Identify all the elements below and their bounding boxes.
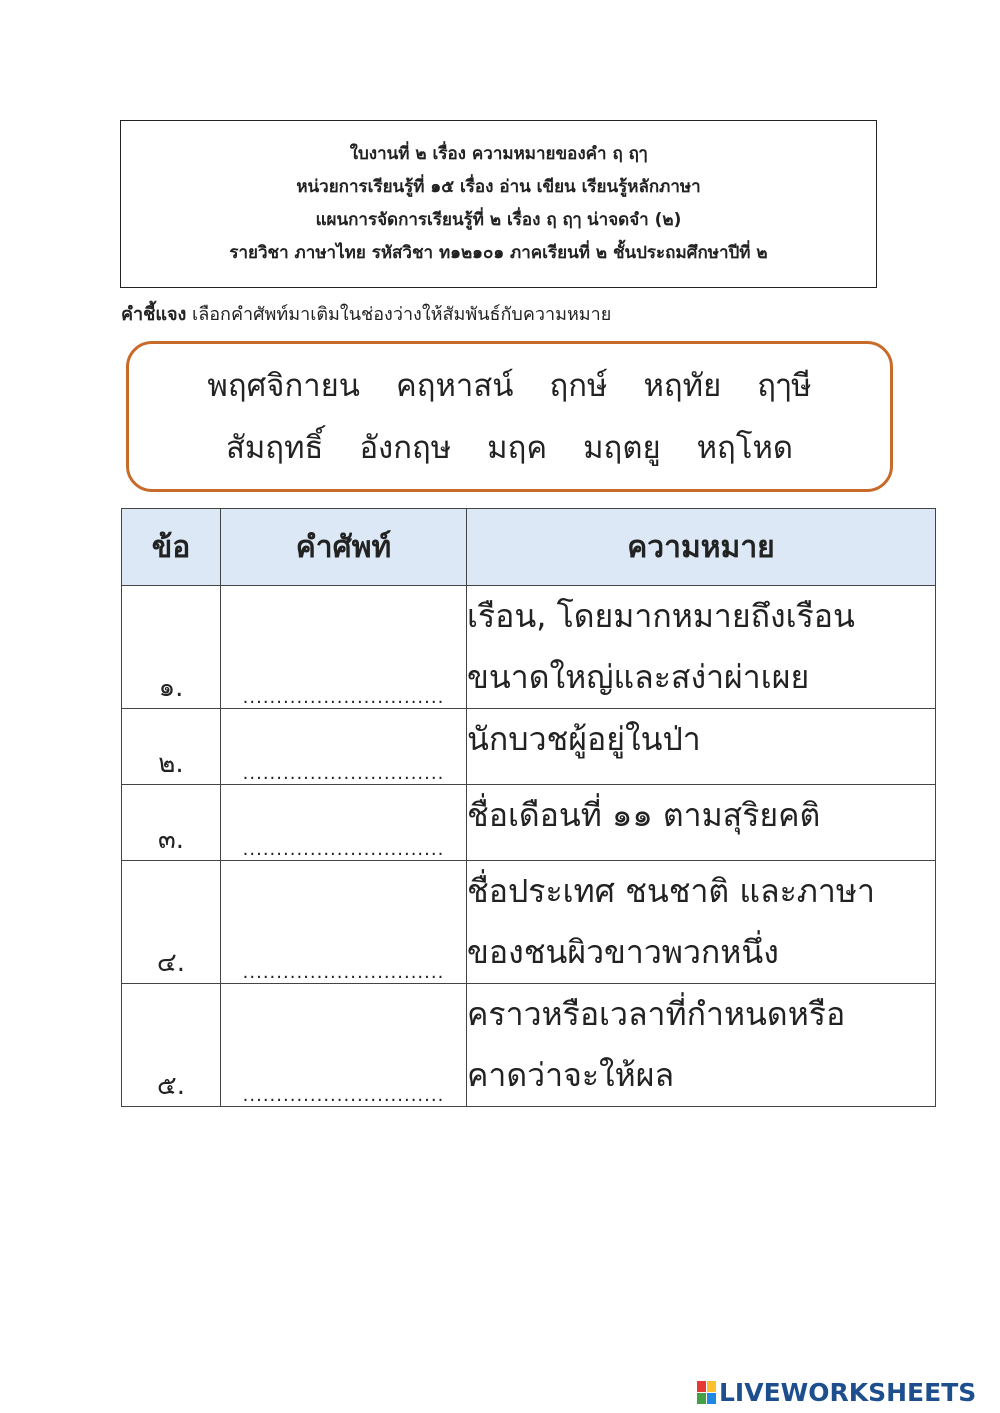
row-number: ๓. (122, 785, 221, 861)
word-bank-word: สัมฤทธิ์ (225, 429, 324, 466)
row-number: ๒. (122, 709, 221, 785)
meaning-line: คาดว่าจะให้ผล (467, 1056, 675, 1094)
row-meaning (467, 586, 936, 709)
word-bank-word: คฤหาสน์ (395, 367, 514, 404)
logo-square (697, 1381, 706, 1392)
instruction (121, 299, 611, 328)
word-bank-row (189, 355, 829, 417)
meaning-line: ขนาดใหญ่และสง่าผ่าเผย (467, 658, 810, 696)
row-meaning (467, 861, 936, 984)
table-row (122, 709, 936, 785)
logo-icon (697, 1381, 716, 1404)
header-unit: หน่วยการเรียนรู้ที่ ๑๕ เรื่อง อ่าน เขียน เรียนรู้หลักภาษา (296, 177, 701, 197)
table-header-row (122, 509, 936, 586)
word-bank-row (208, 417, 811, 479)
logo-square (697, 1393, 706, 1404)
worksheet-header (120, 120, 877, 288)
logo-square (707, 1393, 716, 1404)
row-meaning (467, 984, 936, 1107)
meaning-line: นักบวชผู้อยู่ในป่า (467, 720, 701, 758)
header-title: ใบงานที่ ๒ เรื่อง ความหมายของคำ ฤ ฤๅ (349, 144, 648, 164)
logo-text: LIVEWORKSHEETS (719, 1378, 977, 1407)
meaning-line: ชื่อเดือนที่ ๑๑ ตามสุริยคติ (467, 796, 821, 834)
meaning-line: ชื่อประเทศ ชนชาติ และภาษา (467, 872, 875, 910)
liveworksheets-logo (697, 1378, 976, 1407)
word-bank-word: หฤโหด (696, 429, 794, 466)
header-word: คำศัพท์ (221, 509, 467, 586)
table-row (122, 861, 936, 984)
answer-blank[interactable]: .............................. (221, 861, 467, 984)
meaning-line: คราวหรือเวลาที่กำหนดหรือ (467, 995, 846, 1033)
answer-blank[interactable]: .............................. (221, 586, 467, 709)
word-bank-word: อังกฤษ (359, 429, 452, 466)
word-bank-word: ฤๅษี (757, 367, 812, 404)
word-bank-word: ฤกษ์ (549, 367, 608, 404)
row-number: ๕. (122, 984, 221, 1107)
answer-table (121, 508, 936, 1107)
instruction-label: คำชี้แจง (121, 304, 187, 325)
row-meaning (467, 709, 936, 785)
row-number: ๑. (122, 586, 221, 709)
table-row (122, 586, 936, 709)
word-bank (126, 341, 893, 492)
word-bank-word: มฤค (487, 429, 548, 466)
answer-blank[interactable]: .............................. (221, 785, 467, 861)
logo-square (707, 1381, 716, 1392)
header-number: ข้อ (122, 509, 221, 586)
table-row (122, 984, 936, 1107)
meaning-line: ของชนผิวขาวพวกหนึ่ง (467, 933, 779, 971)
header-course: รายวิชา ภาษาไทย รหัสวิชา ท๑๒๑๐๑ ภาคเรียนที่ ๒ ชั้นประถมศึกษาปีที่ ๒ (229, 243, 768, 263)
answer-blank[interactable]: .............................. (221, 984, 467, 1107)
meaning-line: เรือน, โดยมากหมายถึงเรือน (467, 597, 855, 635)
answer-blank[interactable]: .............................. (221, 709, 467, 785)
instruction-text: เลือกคำศัพท์มาเติมในช่องว่างให้สัมพันธ์กับความหมาย (192, 304, 612, 325)
row-number: ๔. (122, 861, 221, 984)
table-row (122, 785, 936, 861)
header-meaning: ความหมาย (467, 509, 936, 586)
row-meaning (467, 785, 936, 861)
header-plan: แผนการจัดการเรียนรู้ที่ ๒ เรื่อง ฤ ฤๅ น่าจดจำ (๒) (315, 210, 682, 230)
word-bank-word: หฤทัย (643, 367, 722, 404)
word-bank-word: มฤตยู (583, 429, 661, 466)
word-bank-word: พฤศจิกายน (207, 367, 360, 404)
